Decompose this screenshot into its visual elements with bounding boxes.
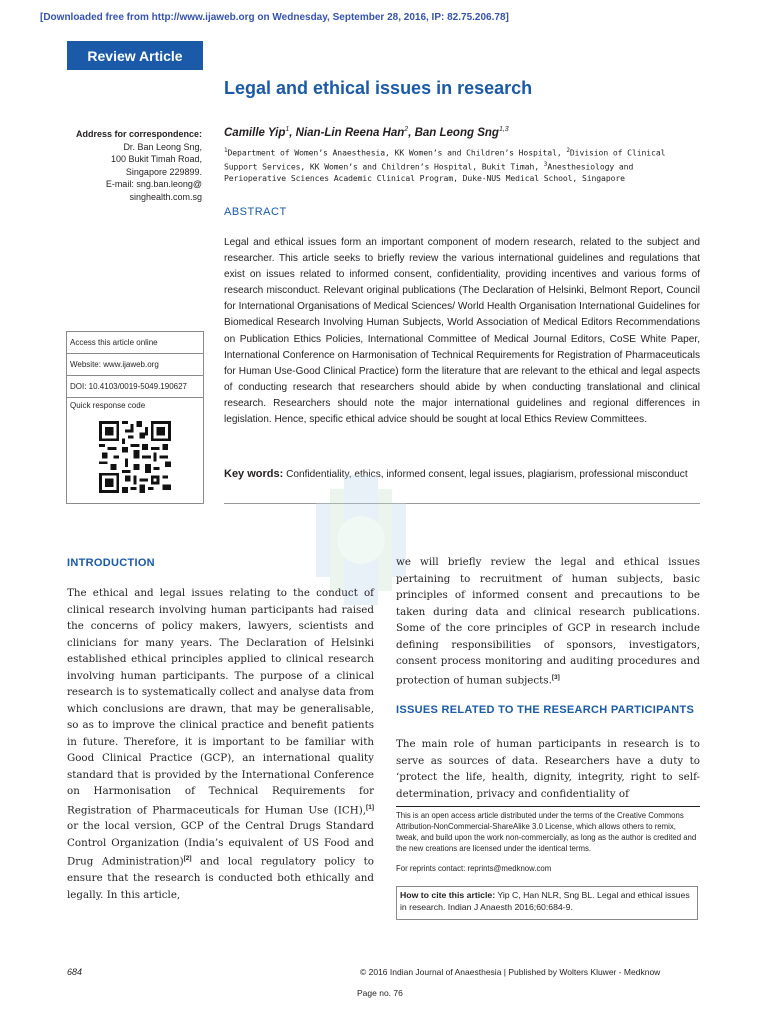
issues-paragraph: The main role of human participants in research is to serve as sources of data. Researchers have a duty to ‘protect the life, health, dignity, integrity, right to self-determination, privacy and confidentiality of [396, 738, 700, 800]
reference-link[interactable]: [1] [366, 803, 374, 811]
correspondence-label: Address for correspondence: [75, 129, 202, 139]
citation-label: How to cite this article: [400, 890, 496, 900]
keywords [224, 466, 700, 483]
correspondence-line: Dr. Ban Leong Sng, [123, 141, 202, 152]
affil-ref: 1 [224, 147, 228, 154]
page-no-label: Page no. 76 [357, 988, 403, 998]
author-affil-ref: 1,3 [498, 126, 509, 133]
article-type-badge: Review Article [67, 41, 203, 70]
affiliation: Division of Clinical Support Services, KK Women’s and Children’s Hospital, Bukit Timah, [224, 147, 666, 172]
author-affil-ref: 2 [404, 126, 409, 133]
correspondence-line: E-mail: sng.ban.leong@ [105, 179, 202, 189]
introduction-paragraph [67, 585, 374, 903]
affil-ref: 3 [543, 160, 548, 168]
author-affil-ref: 1 [285, 126, 290, 133]
text-run: we will briefly review the legal and ethical issues pertaining to recruitment of human subjects, basic principles of informed consent and precautions to be taken during data and clinical research publications. Some of the core principles of GCP in research include defining responsibilities of sponsors, investigators, consent process monitoring and auditing procedures and protection of human subjects. [396, 556, 700, 686]
author-name: Nian-Lin Reena Han [295, 126, 405, 139]
qr-code-icon[interactable] [99, 421, 171, 493]
abstract-heading: ABSTRACT [224, 206, 287, 218]
journal-footer: © 2016 Indian Journal of Anaesthesia | Published by Wolters Kluwer - Medknow [360, 967, 661, 977]
download-banner: [Downloaded free from http://www.ijaweb.org on Wednesday, September 28, 2016, IP: 82.75.206.78] [40, 12, 509, 23]
introduction-paragraph-continued [396, 554, 700, 688]
qr-label: Quick response code [70, 401, 146, 410]
divider [396, 806, 700, 807]
keywords-label: Key words: [224, 468, 284, 480]
correspondence-block [40, 128, 202, 203]
author-name: Camille Yip [224, 126, 286, 139]
author-list: Camille Yip$^1$, Nian-Lin Reena Han$^2$, Ban Leong Sng$^{1,3}$ [224, 126, 509, 139]
affiliations [224, 145, 694, 184]
reference-link[interactable]: [2] [183, 855, 192, 863]
affiliation: Department of Women’s Anaesthesia, KK Women’s and Children’s Hospital, [227, 147, 567, 158]
text-run: or the local version, GCP of the Central Drugs Standard Control Organization (India’s equivalent of US Food and Drug Administration) [67, 820, 374, 868]
affil-ref: 2 [566, 147, 570, 154]
citation-text: Yip C, Han NLR, Sng BL. Legal and ethical issues in research. Indian J Anaesth 2016;60:684-9. [400, 890, 690, 912]
divider [224, 503, 700, 504]
correspondence-line: Singapore 229899. [125, 166, 202, 177]
keywords-text: Confidentiality, ethics, informed consent, legal issues, plagiarism, professional misconduct [286, 469, 688, 480]
abstract-text: Legal and ethical issues form an important component of modern research, related to the subject and researcher. This article seeks to briefly review the various international guidelines and regulations that exist on issues related to informed consent, confidentiality, providing incentives and various forms of research misconduct. Relevant original publications (The Declaration of Helsinki, Belmont Report, Council for International Organisations of Medical Sciences/ World Health Organisation International Guidelines for Biomedical Research Involving Human Subjects, World Association of Medical Editors Recommendations on Publication Ethics Policies, International Committee of Medical Journal Editors, CoSE White Paper, International Conference on Harmonisation of Technical Requirements for Registration of Pharmaceuticals for Human Use-Good Clinical Practice) form the literature that are relevant to the ethical and legal aspects of conducting research that researchers should abide by when conducting translational and clinical research. Researchers should note the major international guidelines and regional differences in legislation. Hence, specific ethical advice should be sought at local Ethics Review Committees. [224, 237, 700, 426]
website-link[interactable]: Website: www.ijaweb.org [67, 354, 203, 376]
access-article-box [66, 331, 204, 504]
affiliation: Anesthesiology and Perioperative Sciences Academic Clinical Program, Duke-NUS Medical School, Singapore [224, 161, 634, 184]
paper-title: Legal and ethical issues in research [224, 78, 533, 98]
introduction-heading: INTRODUCTION [67, 557, 155, 569]
author-name: Ban Leong Sng [414, 126, 499, 139]
page-number: 684 [67, 967, 83, 977]
correspondence-line: 100 Bukit Timah Road, [110, 154, 202, 164]
text-run: and local regulatory policy to ensure that the research is conducted both ethically and legally. In this article, [67, 855, 374, 901]
text-run: The ethical and legal issues relating to the conduct of clinical research involving human participants had raised the concerns of policy makers, lawyers, scientists and clinicians for many years. The Declaration of Helsinki established ethical principles applied to clinical research involving human participants. The purpose of a clinical research is to systematically collect and analyse data from which conclusions are drawn, that may be generalisable, so as to improve the clinical practice and benefit patients in future. Therefore, it is important to be familiar with Good Clinical Practice (GCP), an international quality standard that is provided by the International Conference on Harmonisation of Technical Requirements for Registration of Pharmaceuticals for Human Use (ICH), [67, 587, 374, 816]
correspondence-line: singhealth.com.sg [129, 191, 202, 202]
citation-box [396, 886, 698, 920]
reference-link[interactable]: [3] [551, 673, 560, 681]
issues-heading: ISSUES RELATED TO THE RESEARCH PARTICIPANTS [396, 704, 695, 716]
doi-link[interactable]: DOI: 10.4103/0019-5049.190627 [67, 376, 203, 398]
access-title: Access this article online [67, 332, 203, 354]
license-notice: This is an open access article distributed under the terms of the Creative Commons Attribution-NonCommercial-ShareAlike 3.0 License, which allows others to remix, tweak, and build upon the work non-commercially, as long as the author is credited and the new creations are licensed under the identical terms. [396, 811, 697, 853]
reprints-contact: For reprints contact: reprints@medknow.com [396, 864, 552, 873]
